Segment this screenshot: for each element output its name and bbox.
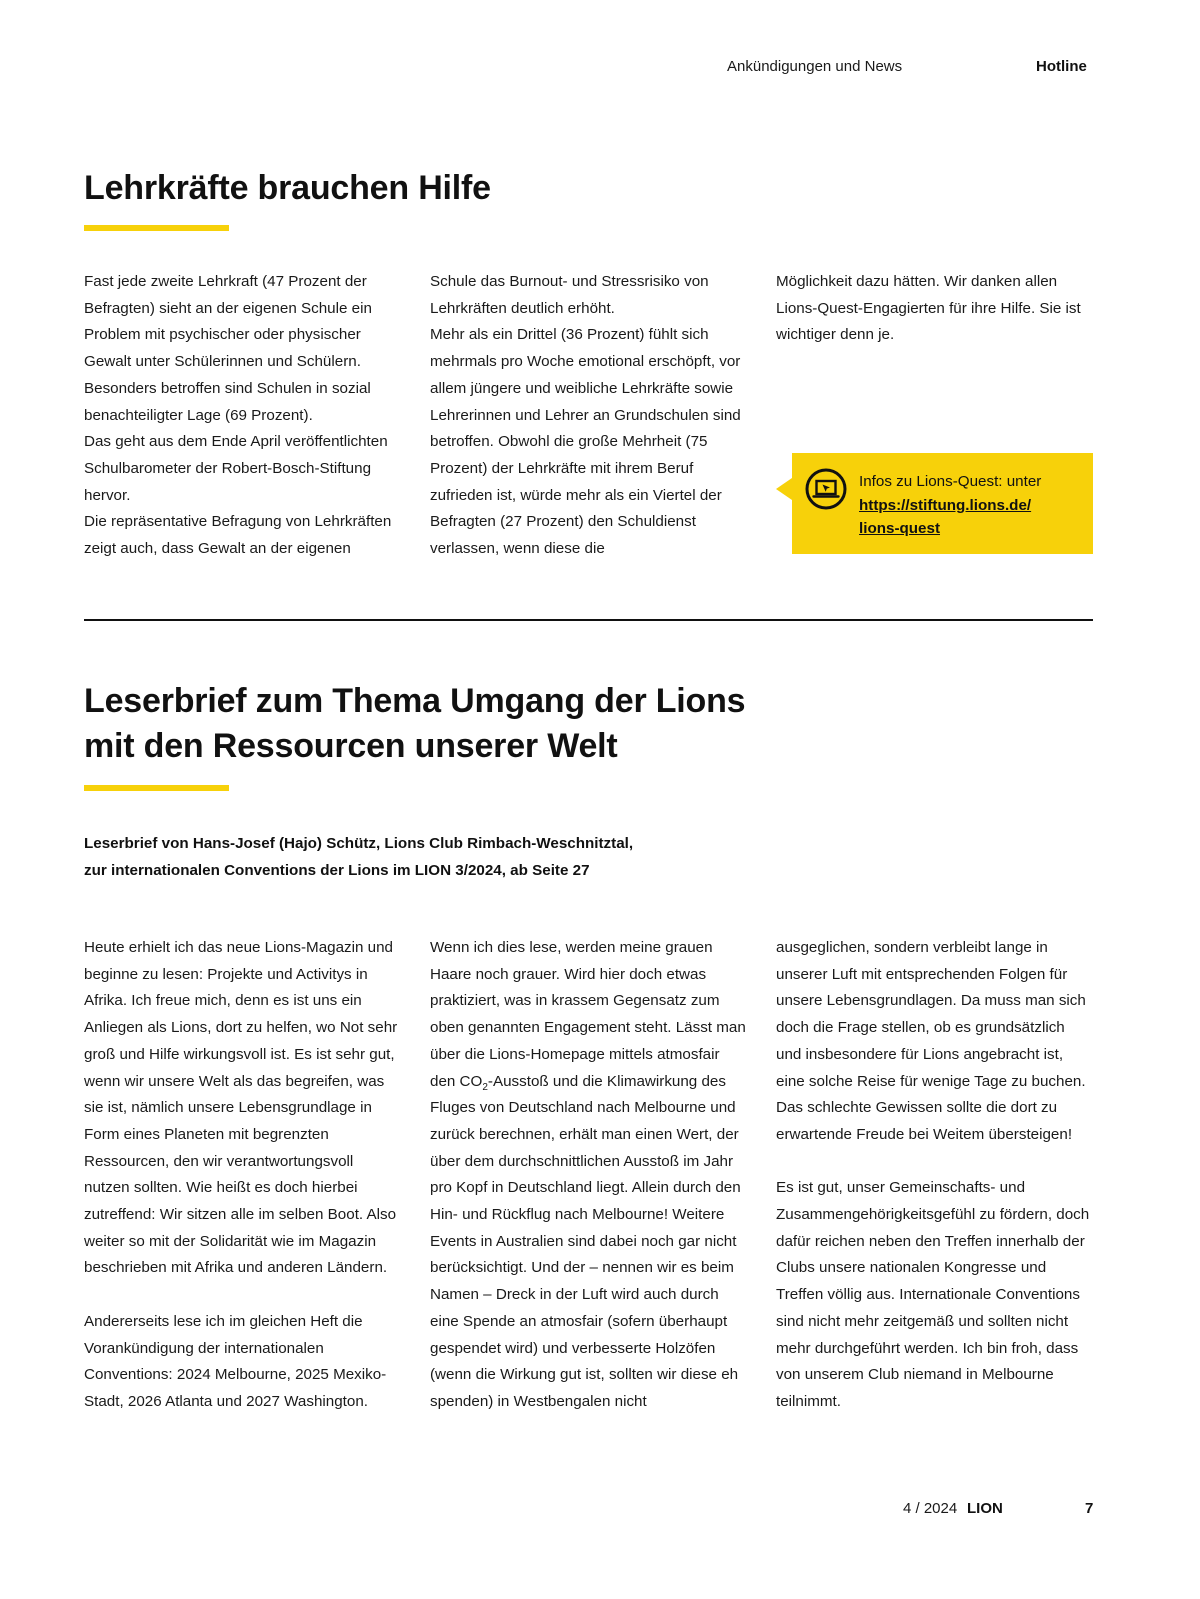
page-number: 7 <box>1085 1500 1094 1517</box>
info-text: Infos zu Lions-Quest: unter <box>859 473 1042 490</box>
section-label: Ankündigungen und News <box>727 58 903 75</box>
paragraph: Heute erhielt ich das neue Lions-Magazin und beginne zu lesen: Projekte und Activitys in Afrika. Ich freue mich, denn es ist uns ein Anliegen als Lions, dort zu helfen, wo Not sehr groß und Hilfe wirkungsvoll ist. Es ist sehr gut, wenn wir unsere Welt als das begreifen, was sie ist, nämlich unsere Lebensgrundlage in Form eines Planeten mit begrenzten Ressourcen, den wir verantwortungsvoll nutzen sollten. Wie heißt es doch hierbei zutreffend: Wir sitzen alle im selben Boot. Also weiter so mit der Solidarität wie im Magazin beschrieben mit Afrika und anderen Ländern. <box>84 939 398 1277</box>
article-title <box>84 679 745 769</box>
issue-number: 4 / 2024 <box>903 1500 958 1517</box>
paragraph: Schule das Burnout- und Stressrisiko von Lehrkräften deutlich erhöht. <box>430 273 709 317</box>
info-callout <box>792 453 1093 554</box>
link-text-line-1[interactable]: https://stiftung.lions.de/ <box>859 496 1032 514</box>
title-line: Leserbrief zum Thema Umgang der Lions <box>84 682 746 720</box>
article-column-2 <box>430 269 748 563</box>
paragraph: Andererseits lese ich im gleichen Heft die Vorankündigung der internationalen Conventions: 2024 Melbourne, 2025 Mexiko-Stadt, 2026 Atlanta und 2027 Washington. <box>84 1312 387 1410</box>
lead-line: Leserbrief von Hans-Josef (Hajo) Schütz, Lions Club Rimbach-Weschnitztal, <box>84 835 634 852</box>
laptop-cursor-icon <box>805 468 847 510</box>
paragraph: Die repräsentative Befragung von Lehrkräften zeigt auch, dass Gewalt an der eigenen <box>84 513 392 558</box>
article-title: Lehrkräfte brauchen Hilfe <box>84 169 491 207</box>
paragraph: Mehr als ein Drittel (36 Prozent) fühlt sich mehrmals pro Woche emotional erschöpft, vor allem jüngere und weibliche Lehrkräfte sowie Lehrerinnen und Lehrer an Grundschulen sind betroffen. Obwohl die große Mehrheit (75 Prozent) der Lehrkräfte mit ihrem Beruf zufrieden ist, würde mehr als ein Viertel der Befragten (27 Prozent) den Schuldienst verlassen, wenn diese die <box>430 326 741 558</box>
title-underline <box>84 785 229 791</box>
lions-quest-link[interactable] <box>859 494 1079 541</box>
letter-column-3 <box>776 935 1094 1416</box>
title-line: mit den Ressourcen unserer Welt <box>84 727 618 765</box>
letter-column-1 <box>84 935 402 1416</box>
paragraph: Das geht aus dem Ende April veröffentlichten Schulbarometer der Robert-Bosch-Stiftung hervor. <box>84 433 388 504</box>
article-column-3 <box>776 269 1094 349</box>
link-text-line-2[interactable]: lions-quest <box>859 520 941 537</box>
paragraph: Es ist gut, unser Gemeinschafts- und Zusammengehörigkeitsgefühl zu fördern, doch dafür reichen neben den Treffen innerhalb der Clubs unsere nationalen Kongresse und Treffen völlig aus. Internationale Conventions sind nicht mehr zeitgemäß und sollten nicht mehr durchgeführt werden. Ich bin froh, dass von unserem Club niemand in Melbourne teilnimmt. <box>776 1179 1090 1410</box>
magazine-name: LION <box>967 1500 1003 1517</box>
paragraph: Möglichkeit dazu hätten. Wir danken allen Lions-Quest-Engagierten für ihre Hilfe. Sie ist wichtiger denn je. <box>776 273 1081 344</box>
section-tag: Hotline <box>1036 58 1087 75</box>
paragraph: ausgeglichen, sondern verbleibt lange in unserer Luft mit entsprechenden Folgen für unsere Lebensgrundlagen. Da muss man sich doch die Frage stellen, ob es grundsätzlich und insbesondere für Lions angebracht ist, eine solche Reise für wenige Tage zu buchen. Das schlechte Gewissen sollte die dort zu erwartende Freude bei Weitem übersteigen! <box>776 939 1086 1143</box>
paragraph: Wenn ich dies lese, werden meine grauen Haare noch grauer. Wird hier doch etwas praktiziert, was in krassem Gegensatz zum oben genannten Engagement steht. Lässt man über die Lions-Homepage mittels atmosfair den $CO_2$-Ausstoß und die Klimawirkung des Fluges von Deutschland nach Melbourne und zurück berechnen, erhält man einen Wert, der über dem durchschnittlichen Ausstoß im Jahr pro Kopf in Deutschland liegt. Allein durch den Hin- und Rückflug nach Melbourne! Weitere Events in Australien sind dabei noch gar nicht berücksichtigt. Und der – nennen wir es beim Namen – Dreck in der Luft wird auch durch eine Spende an atmosfair (sofern überhaupt gespendet wird) und verbesserte Holzöfen (wenn die Wirkung gut ist, sollten wir diese eh spenden) in Westbengalen nicht <box>430 939 746 1410</box>
article-lead <box>84 831 633 884</box>
section-divider <box>84 619 1093 621</box>
letter-column-2 <box>430 935 748 1416</box>
paragraph: Fast jede zweite Lehrkraft (47 Prozent der Befragten) sieht an der eigenen Schule ein Problem mit psychischer oder physischer Gewalt unter Schülerinnen und Schülern. Besonders betroffen sind Schulen in sozial benachteiligter Lage (69 Prozent). <box>84 273 372 424</box>
callout-pointer <box>776 478 792 500</box>
lead-line: zur internationalen Conventions der Lions im LION 3/2024, ab Seite 27 <box>84 861 590 879</box>
title-underline <box>84 225 229 231</box>
article-column-1 <box>84 269 402 563</box>
